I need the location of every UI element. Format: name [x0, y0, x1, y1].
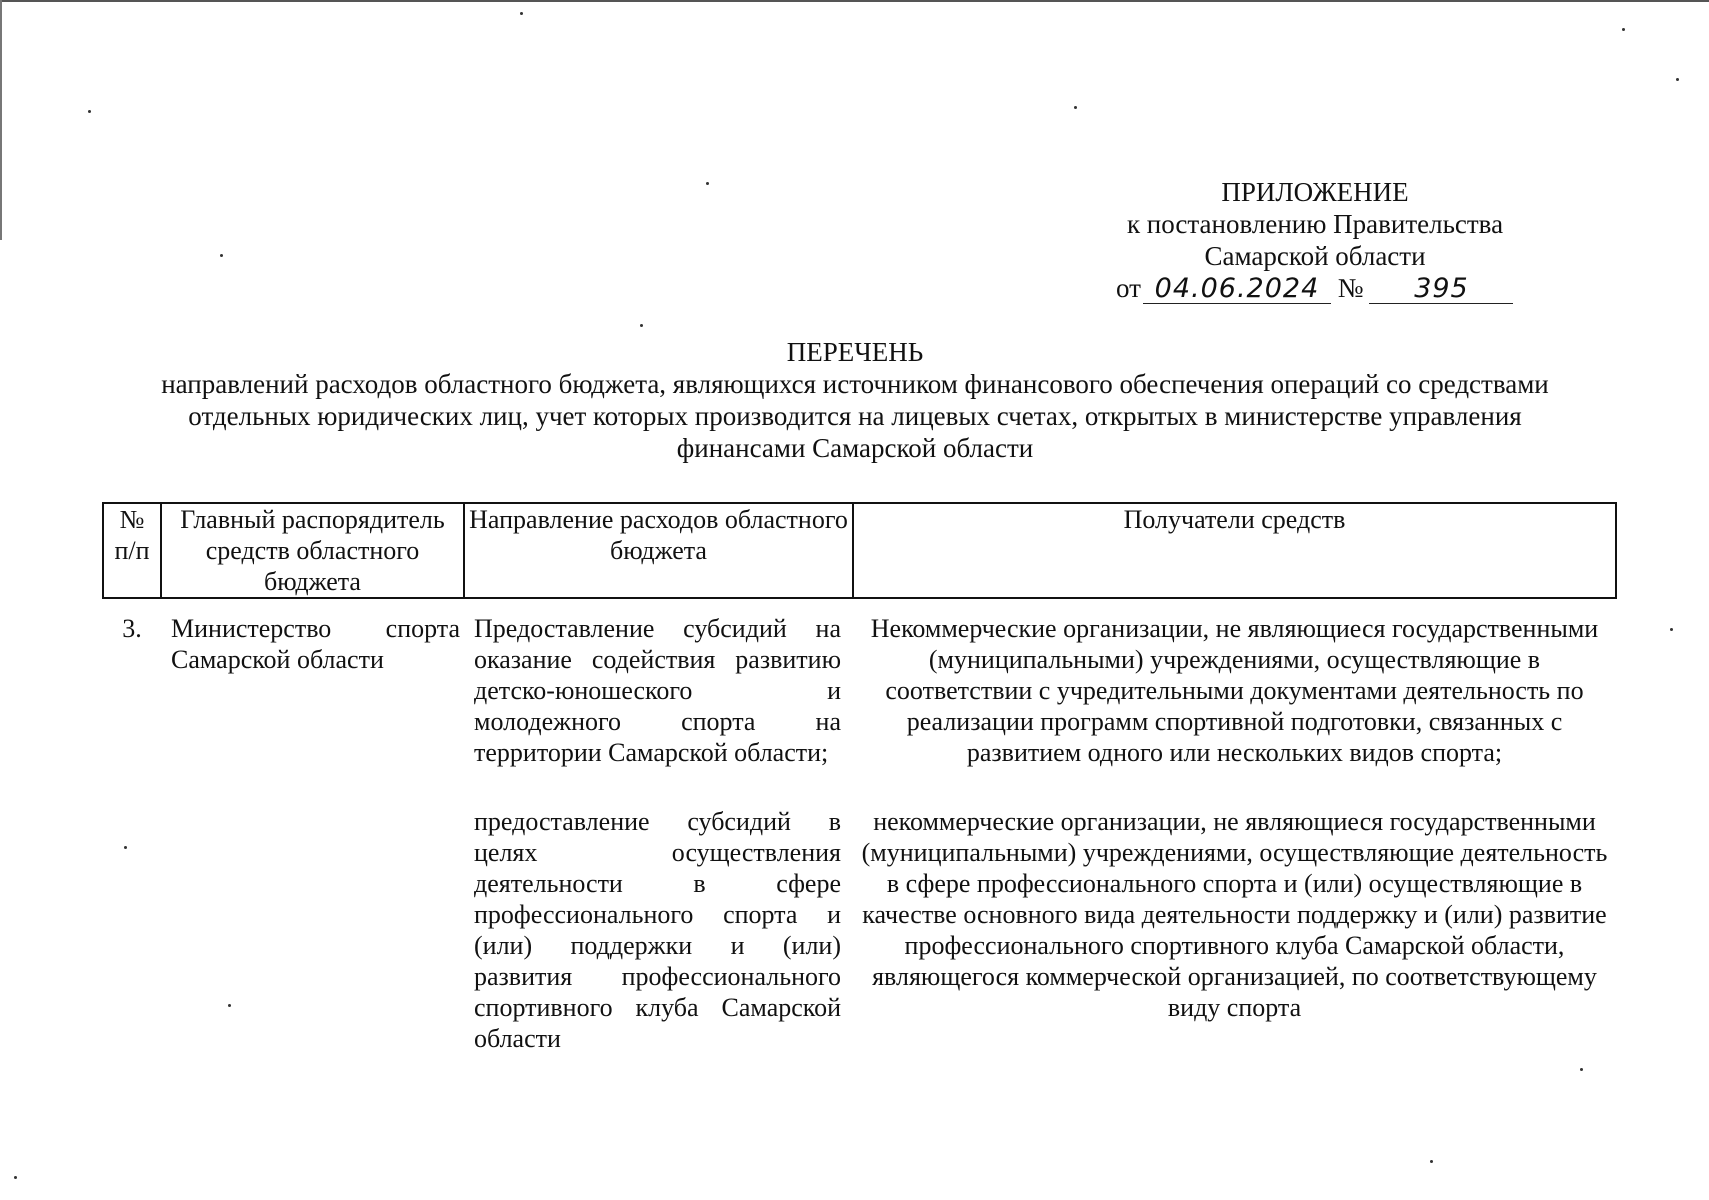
row-number-empty [103, 806, 161, 1054]
row-number: 3. [122, 614, 142, 643]
row-direction-1: Предоставление субсидий на оказание содействия развитию детско-юношеского и молодежного спорта на территории Самарской области; [474, 614, 841, 767]
scan-speck [640, 324, 643, 327]
scan-speck [1074, 106, 1077, 109]
heading-subtitle-line-3: финансами Самарской области [676, 433, 1034, 463]
header-direction: Направление расходов областного бюджета [464, 503, 853, 598]
appendix-line-2: Самарской области [1204, 241, 1426, 271]
number-label: № [1337, 273, 1364, 303]
header-recipients: Получатели средств [853, 503, 1616, 598]
scan-speck [14, 1176, 17, 1179]
document-heading [110, 336, 1600, 464]
row-recipients-1: Некоммерческие организации, не являющиеся государственными (муниципальными) учреждениями, осуществляющие в соответствии с учредительными документами деятельность по реализации программ спортивной подготовки, связанных с развитием одного или нескольких видов спорта; [870, 614, 1599, 767]
header-num-line-2: п/п [114, 536, 150, 565]
appendix-block [1090, 176, 1540, 304]
scan-speck [1670, 628, 1673, 631]
heading-title: ПЕРЕЧЕНЬ [786, 337, 924, 367]
scan-top-edge [0, 0, 1709, 2]
scan-left-edge [0, 0, 2, 240]
row-admin: Министерство спорта Самарской области [171, 614, 460, 674]
row-recipients-2: некоммерческие организации, не являющиеся государственными (муниципальными) учреждениями, осуществляющие деятельность в сфере профессионального спорта и (или) осуществляющие в качестве основного вида деятельности поддержку и (или) развитие профессионального спортивного клуба Самарской области, являющегося коммерческой организацией, по соответствующему виду спорта [861, 807, 1608, 1022]
table-spacer [103, 598, 1616, 613]
scan-speck [1622, 28, 1625, 31]
entry-gap [103, 768, 1616, 806]
scan-speck [1676, 78, 1679, 81]
scan-speck [1430, 1160, 1433, 1163]
handwritten-number: 395 [1369, 275, 1513, 304]
header-num [103, 503, 161, 598]
scan-speck [228, 1004, 231, 1007]
appendix-date-line [1090, 272, 1540, 304]
header-admin: Главный распорядитель средств областного бюджета [161, 503, 464, 598]
scan-speck [124, 846, 127, 849]
scan-speck [520, 12, 523, 15]
heading-subtitle-line-1: направлений расходов областного бюджета, являющихся источником финансового обеспечения операций со средствами [161, 369, 1549, 399]
table-header-row [103, 503, 1616, 598]
header-num-line-1: № [119, 505, 145, 534]
row-admin-empty [161, 806, 464, 1054]
date-prefix: от [1116, 273, 1141, 303]
scan-speck [220, 254, 223, 257]
scan-speck [706, 182, 709, 185]
appendix-line-1: к постановлению Правительства [1126, 209, 1504, 239]
scan-speck [88, 110, 91, 113]
heading-subtitle-line-2: отдельных юридических лиц, учет которых производится на лицевых счетах, открытых в министерстве управления [188, 401, 1522, 431]
handwritten-date: 04.06.2024 [1143, 275, 1331, 304]
appendix-title: ПРИЛОЖЕНИЕ [1221, 177, 1409, 207]
table-row [103, 806, 1616, 1054]
expenditure-table [102, 502, 1617, 1054]
row-direction-2: предоставление субсидий в целях осуществления деятельности в сфере профессионального спорта и (или) поддержки и (или) развития профессионального спортивного клуба Самарской области [474, 807, 841, 1053]
table-row [103, 613, 1616, 768]
scan-speck [1580, 1068, 1583, 1071]
